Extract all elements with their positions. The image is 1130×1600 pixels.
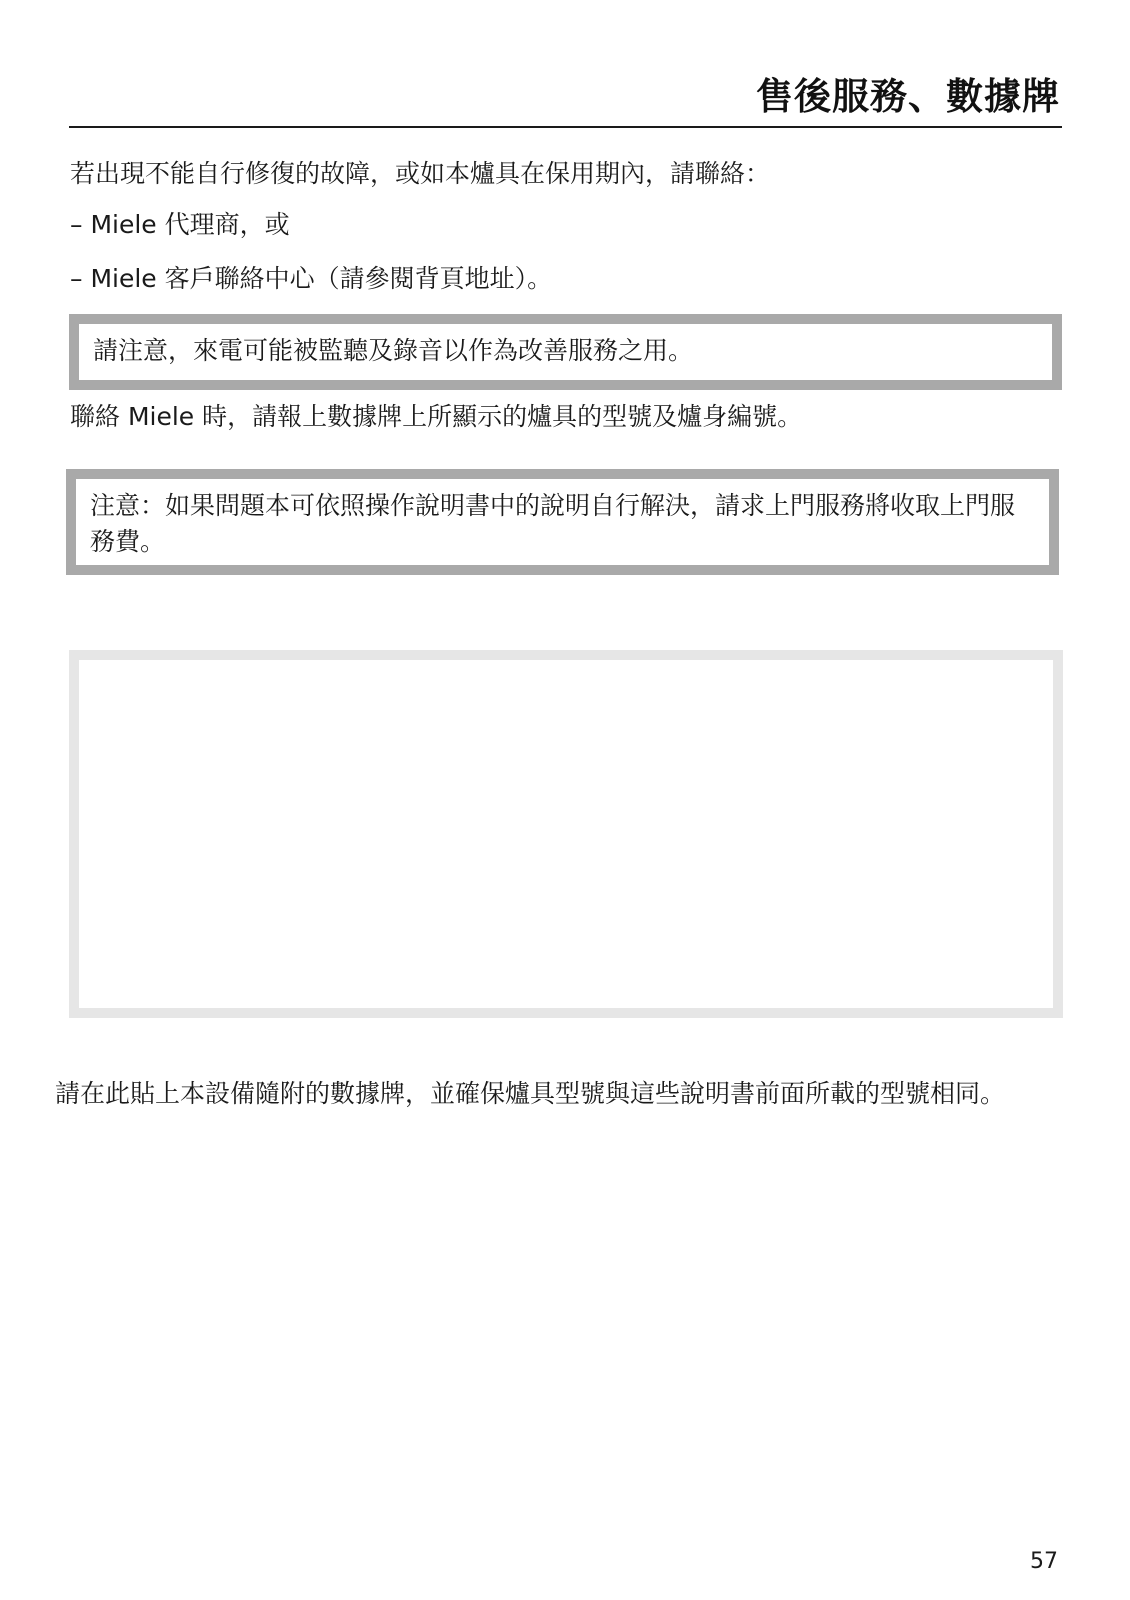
contact-info-text: 聯絡 Miele 時，請報上數據牌上所顯示的爐具的型號及爐身編號。 xyxy=(70,402,803,431)
title-divider xyxy=(69,126,1062,128)
contact-option-dealer: – Miele 代理商，或 xyxy=(70,210,290,239)
call-recording-notice-box xyxy=(69,314,1062,390)
data-plate-placeholder xyxy=(69,650,1063,1018)
service-fee-notice-text: 注意：如果問題本可依照操作說明書中的說明自行解決，請求上門服務將收取上門服務費。 xyxy=(90,491,1016,556)
service-intro-text: 若出現不能自行修復的故障，或如本爐具在保用期內，請聯絡： xyxy=(70,159,771,188)
data-plate-caption: 請在此貼上本設備隨附的數據牌，並確保爐具型號與這些說明書前面所載的型號相同。 xyxy=(55,1079,1006,1108)
page-number: 57 xyxy=(1030,1549,1058,1574)
contact-option-customer-center: – Miele 客戶聯絡中心（請參閱背頁地址）。 xyxy=(70,264,553,293)
page-title: 售後服務、數據牌 xyxy=(756,75,1060,118)
call-recording-notice-text: 請注意，來電可能被監聽及錄音以作為改善服務之用。 xyxy=(93,336,694,365)
service-fee-notice-box xyxy=(66,469,1059,575)
